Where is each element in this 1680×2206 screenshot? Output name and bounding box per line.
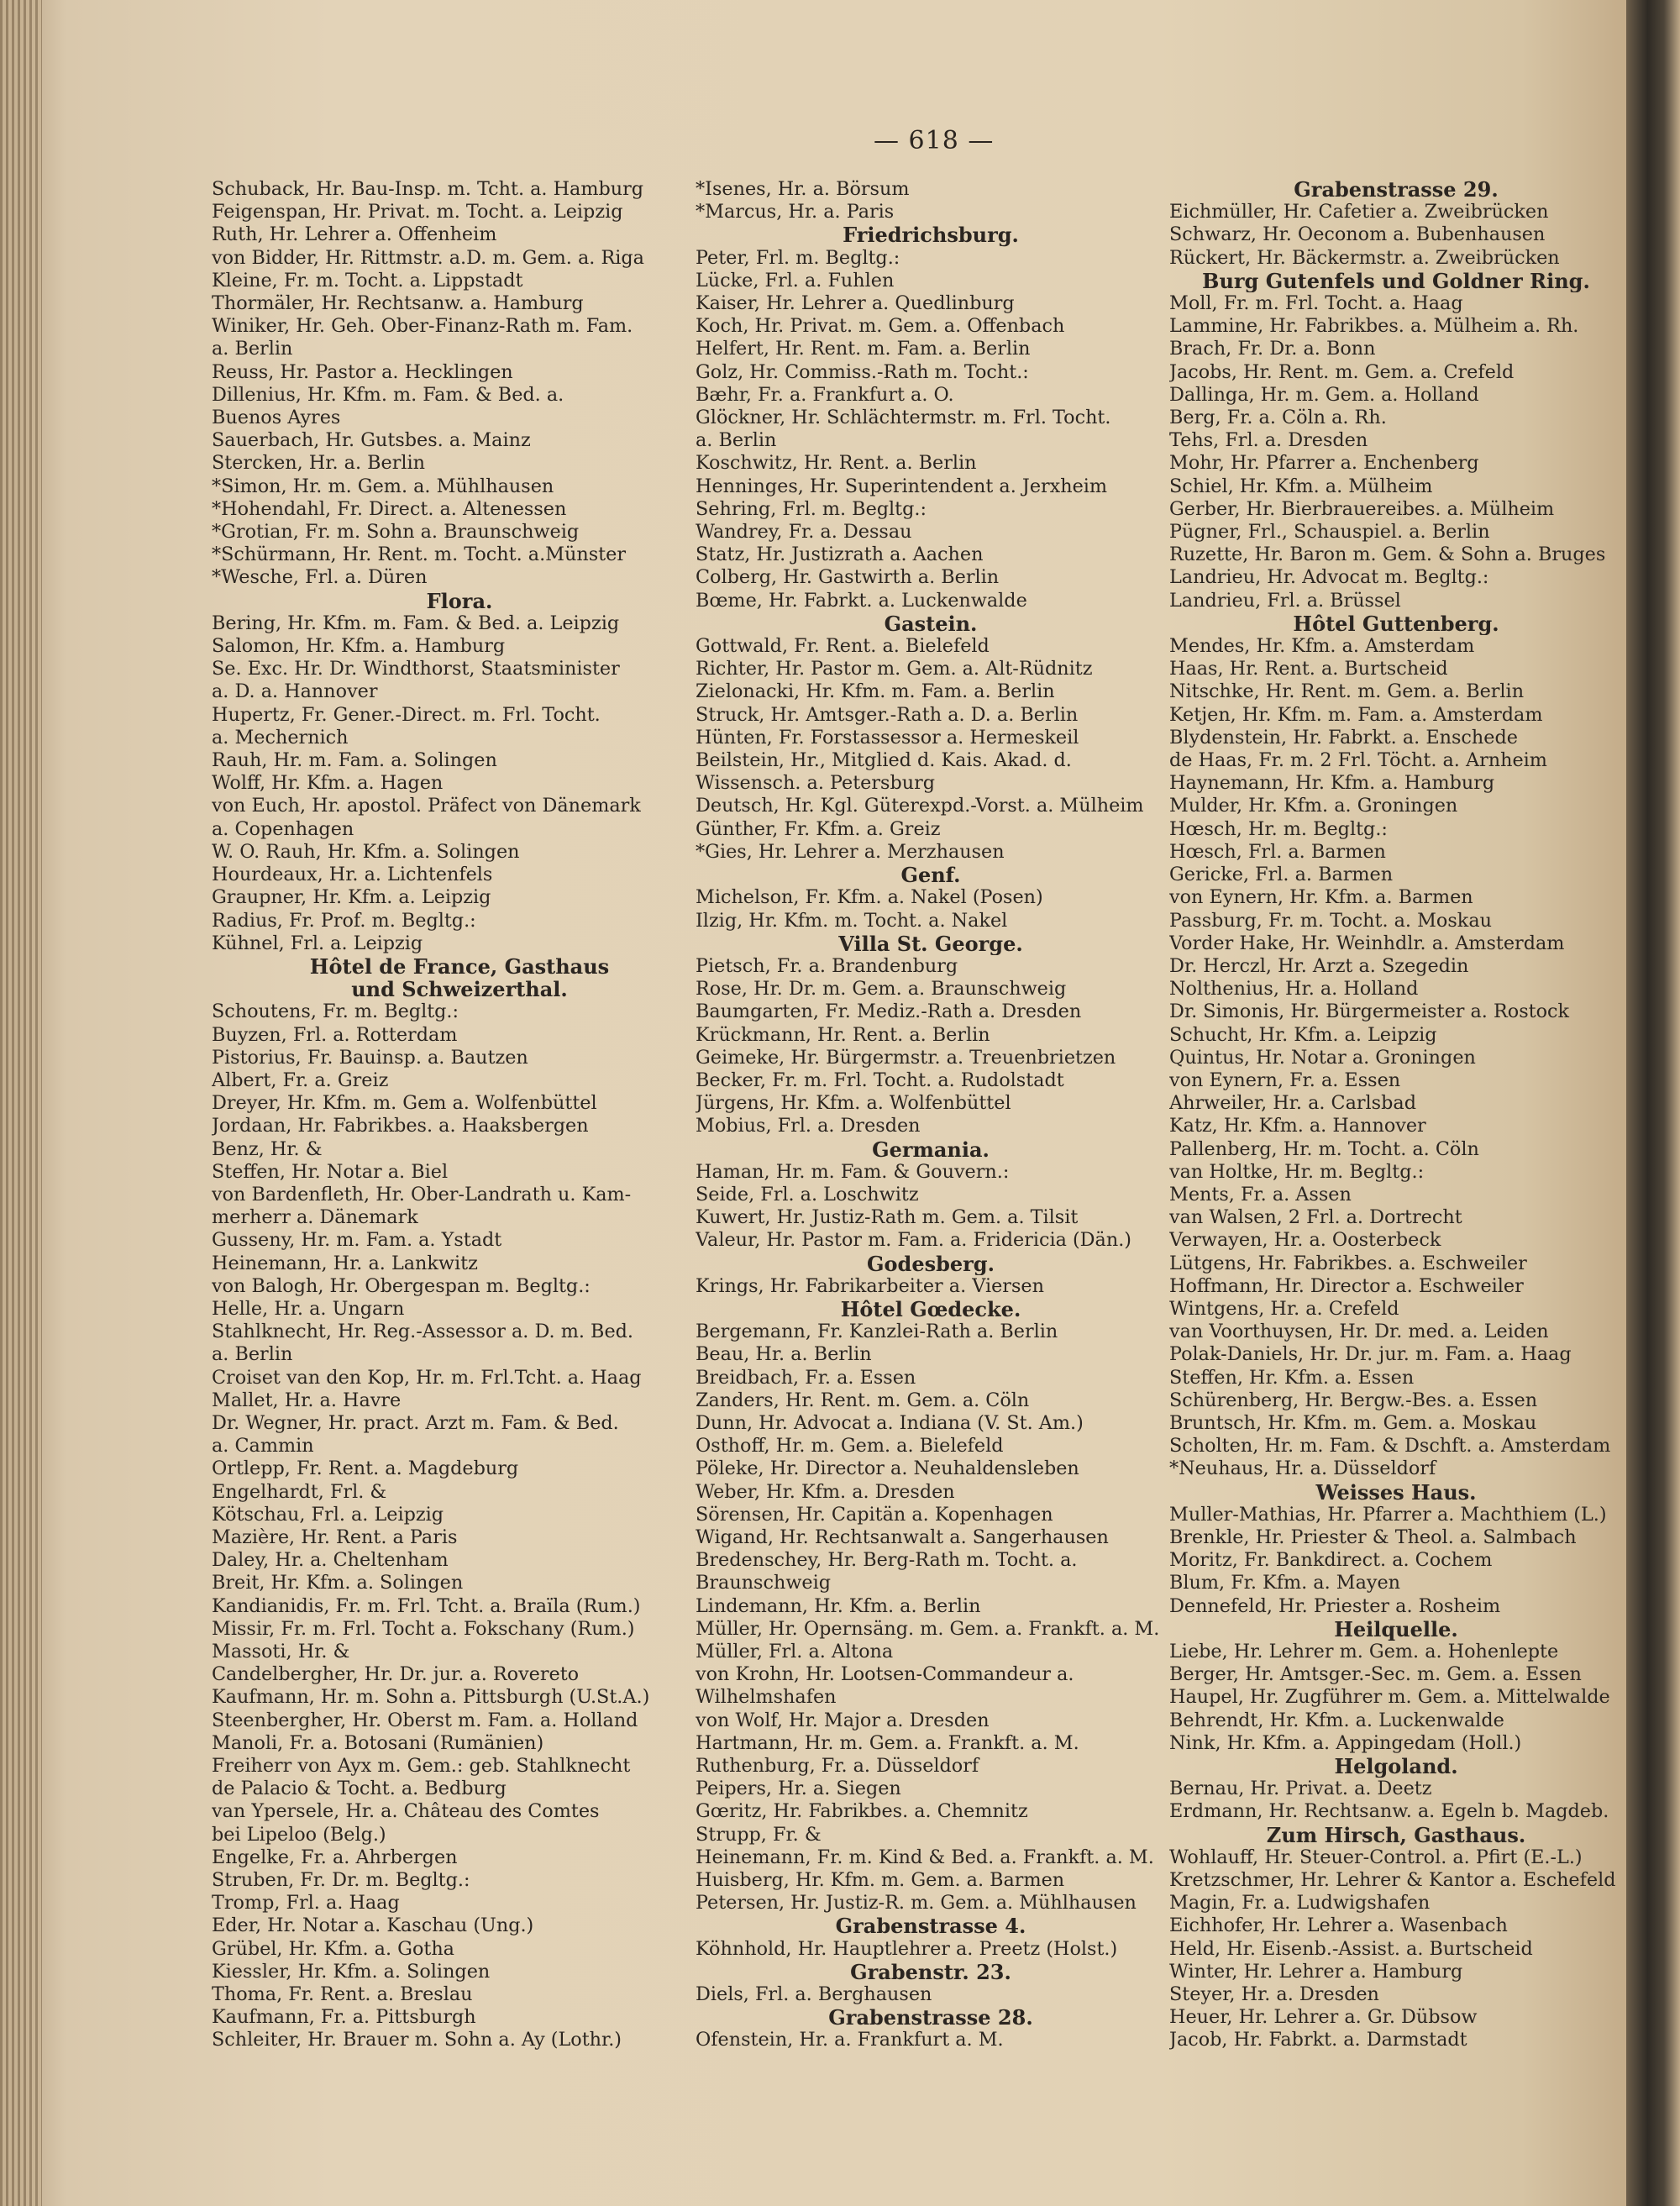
- book-gutter: [1626, 0, 1680, 2206]
- guest-entry: Landrieu, Frl. a. Brüssel: [1169, 589, 1401, 612]
- guest-entry: Grübel, Hr. Kfm. a. Gotha: [212, 1937, 454, 1960]
- guest-entry: Hœsch, Hr. m. Begltg.:: [1169, 817, 1388, 840]
- guest-entry: Dunn, Hr. Advocat a. Indiana (V. St. Am.): [696, 1411, 1084, 1434]
- guest-entry: Hœsch, Frl. a. Barmen: [1169, 840, 1386, 863]
- guest-entry: Massoti, Hr. &: [212, 1641, 350, 1662]
- hotel-heading: Friedrichsburg.: [843, 223, 1019, 247]
- guest-entry: Stercken, Hr. a. Berlin: [212, 452, 425, 475]
- guest-entry: Steyer, Hr. a. Dresden: [1169, 1983, 1379, 2006]
- guest-entry: Strupp, Fr. &: [696, 1823, 822, 1846]
- guest-entry: Braunschweig: [696, 1572, 832, 1594]
- guest-entry: Thormäler, Hr. Rechtsanw. a. Hamburg: [212, 292, 584, 315]
- guest-entry: Dillenius, Hr. Kfm. m. Fam. & Bed. a.: [212, 383, 564, 406]
- guest-entry: Engelhardt, Frl. &: [212, 1480, 387, 1503]
- guest-entry: Ruthenburg, Fr. a. Düsseldorf: [696, 1755, 979, 1778]
- guest-entry: Müller, Frl. a. Altona: [696, 1641, 894, 1662]
- guest-entry: Blum, Fr. Kfm. a. Mayen: [1169, 1572, 1401, 1594]
- guest-entry: von Eynern, Fr. a. Essen: [1169, 1069, 1401, 1091]
- guest-entry: Ruzette, Hr. Baron m. Gem. & Sohn a. Bruges: [1169, 544, 1606, 566]
- hotel-heading: Heilquelle.: [1334, 1617, 1458, 1641]
- guest-entry: Wissensch. a. Petersburg: [696, 772, 936, 795]
- guest-entry: von Bidder, Hr. Rittmstr. a.D. m. Gem. a. Riga: [212, 246, 644, 269]
- guest-entry: Köhnhold, Hr. Hauptlehrer a. Preetz (Holst.): [696, 1937, 1118, 1960]
- guest-entry: Muller-Mathias, Hr. Pfarrer a. Machthiem (L.): [1169, 1503, 1607, 1526]
- hotel-heading: Hôtel de France, Gasthaus: [309, 954, 610, 979]
- guest-entry: Sörensen, Hr. Capitän a. Kopenhagen: [696, 1503, 1053, 1526]
- guest-entry: a. Berlin: [696, 429, 777, 452]
- guest-entry: Scholten, Hr. m. Fam. & Dschft. a. Amsterdam: [1169, 1435, 1611, 1458]
- guest-entry: Lindemann, Hr. Kfm. a. Berlin: [696, 1594, 981, 1617]
- guest-entry: Schoutens, Fr. m. Begltg.:: [212, 1001, 459, 1023]
- guest-entry: Gœritz, Hr. Fabrikbes. a. Chemnitz: [696, 1800, 1028, 1823]
- guest-entry: Heinemann, Hr. a. Lankwitz: [212, 1252, 478, 1274]
- guest-entry: Golz, Hr. Commiss.-Rath m. Tocht.:: [696, 360, 1029, 383]
- guest-entry: Rauh, Hr. m. Fam. a. Solingen: [212, 749, 497, 772]
- guest-entry: Dreyer, Hr. Kfm. m. Gem a. Wolfenbüttel: [212, 1092, 597, 1115]
- guest-entry: Kühnel, Frl. a. Leipzig: [212, 932, 423, 954]
- guest-entry: Katz, Hr. Kfm. a. Hannover: [1169, 1115, 1426, 1137]
- guest-entry: Ruth, Hr. Lehrer a. Offenheim: [212, 223, 497, 246]
- guest-entry: Bering, Hr. Kfm. m. Fam. & Bed. a. Leipzig: [212, 612, 620, 634]
- guest-entry: Tromp, Frl. a. Haag: [212, 1892, 400, 1914]
- guest-entry: Richter, Hr. Pastor m. Gem. a. Alt-Rüdnitz: [696, 658, 1093, 680]
- guest-entry: Heinemann, Fr. m. Kind & Bed. a. Frankft. a. M.: [696, 1846, 1154, 1868]
- guest-entry: Schürenberg, Hr. Bergw.-Bes. a. Essen: [1169, 1389, 1538, 1411]
- guest-entry: Freiherr von Ayx m. Gem.: geb. Stahlknecht: [212, 1755, 631, 1778]
- guest-entry: Wilhelmshafen: [696, 1686, 837, 1709]
- guest-entry: Brach, Fr. Dr. a. Bonn: [1169, 338, 1376, 360]
- guest-entry: Haupel, Hr. Zugführer m. Gem. a. Mittelwalde: [1169, 1686, 1610, 1709]
- page-edge-stack: [0, 0, 42, 2206]
- guest-entry: Polak-Daniels, Hr. Dr. jur. m. Fam. a. Haag: [1169, 1343, 1572, 1366]
- guest-entry: Peter, Frl. m. Begltg.:: [696, 246, 900, 269]
- guest-entry: Nitschke, Hr. Rent. m. Gem. a. Berlin: [1169, 680, 1525, 703]
- guest-entry: bei Lipeloo (Belg.): [212, 1823, 386, 1846]
- guest-entry: van Voorthuysen, Hr. Dr. med. a. Leiden: [1169, 1321, 1549, 1343]
- guest-entry: *Wesche, Frl. a. Düren: [212, 566, 428, 589]
- guest-entry: Brenkle, Hr. Priester & Theol. a. Salmbach: [1169, 1526, 1577, 1548]
- guest-entry: Verwayen, Hr. a. Oosterbeck: [1169, 1229, 1441, 1252]
- guest-entry: Schucht, Hr. Kfm. a. Leipzig: [1169, 1023, 1437, 1046]
- guest-entry: von Balogh, Hr. Obergespan m. Begltg.:: [212, 1274, 591, 1297]
- hotel-heading: Hôtel Guttenberg.: [1293, 612, 1499, 636]
- guest-entry: von Euch, Hr. apostol. Präfect von Dänemark: [212, 795, 641, 817]
- guest-list-column-3: [1169, 178, 1623, 2052]
- guest-entry: Ofenstein, Hr. a. Frankfurt a. M.: [696, 2029, 1004, 2051]
- guest-entry: Daley, Hr. a. Cheltenham: [212, 1549, 449, 1572]
- guest-entry: Eichhofer, Hr. Lehrer a. Wasenbach: [1169, 1914, 1508, 1937]
- guest-entry: Diels, Frl. a. Berghausen: [696, 1983, 932, 2006]
- guest-entry: a. Copenhagen: [212, 817, 354, 840]
- guest-entry: *Simon, Hr. m. Gem. a. Mühlhausen: [212, 475, 554, 497]
- guest-entry: Sehring, Frl. m. Begltg.:: [696, 497, 927, 520]
- guest-entry: Moll, Fr. m. Frl. Tocht. a. Haag: [1169, 292, 1463, 315]
- guest-entry: Glöckner, Hr. Schlächtermstr. m. Frl. Tocht.: [696, 407, 1111, 429]
- guest-entry: Tehs, Frl. a. Dresden: [1169, 429, 1368, 452]
- guest-entry: *Hohendahl, Fr. Direct. a. Altenessen: [212, 497, 567, 520]
- guest-entry: Struck, Hr. Amtsger.-Rath a. D. a. Berlin: [696, 703, 1079, 726]
- guest-entry: Jacob, Hr. Fabrkt. a. Darmstadt: [1169, 2029, 1467, 2051]
- guest-entry: Lücke, Frl. a. Fuhlen: [696, 269, 895, 292]
- guest-entry: merherr a. Dänemark: [212, 1206, 418, 1229]
- guest-entry: Passburg, Fr. m. Tocht. a. Moskau: [1169, 909, 1492, 932]
- guest-entry: Gusseny, Hr. m. Fam. a. Ystadt: [212, 1229, 502, 1252]
- guest-entry: Mohr, Hr. Pfarrer a. Enchenberg: [1169, 452, 1479, 475]
- guest-list-column-2: [696, 178, 1166, 2052]
- guest-entry: Wigand, Hr. Rechtsanwalt a. Sangerhausen: [696, 1526, 1109, 1548]
- hotel-heading: Grabenstr. 23.: [850, 1960, 1011, 1984]
- guest-entry: Pöleke, Hr. Director a. Neuhaldensleben: [696, 1458, 1079, 1480]
- guest-entry: Dallinga, Hr. m. Gem. a. Holland: [1169, 383, 1479, 406]
- guest-entry: Radius, Fr. Prof. m. Begltg.:: [212, 909, 476, 932]
- guest-entry: Wolff, Hr. Kfm. a. Hagen: [212, 772, 444, 795]
- hotel-heading: Gastein.: [884, 612, 978, 636]
- guest-entry: Manoli, Fr. a. Botosani (Rumänien): [212, 1731, 544, 1754]
- guest-entry: Haas, Hr. Rent. a. Burtscheid: [1169, 658, 1448, 680]
- guest-entry: Weber, Hr. Kfm. a. Dresden: [696, 1480, 955, 1503]
- guest-entry: Rose, Hr. Dr. m. Gem. a. Braunschweig: [696, 978, 1067, 1001]
- guest-entry: Michelson, Fr. Kfm. a. Nakel (Posen): [696, 886, 1043, 909]
- guest-entry: Buenos Ayres: [212, 407, 341, 429]
- guest-entry: Dr. Simonis, Hr. Bürgermeister a. Rostock: [1169, 1001, 1570, 1023]
- guest-entry: Seide, Frl. a. Loschwitz: [696, 1183, 919, 1205]
- guest-entry: Koschwitz, Hr. Rent. a. Berlin: [696, 452, 977, 475]
- guest-entry: Lütgens, Hr. Fabrikbes. a. Eschweiler: [1169, 1252, 1527, 1274]
- guest-entry: von Wolf, Hr. Major a. Dresden: [696, 1709, 990, 1731]
- guest-entry: Jordaan, Hr. Fabrikbes. a. Haaksbergen: [212, 1115, 589, 1137]
- guest-entry: Wohlauff, Hr. Steuer-Control. a. Pfirt (E.-L.): [1169, 1846, 1583, 1868]
- guest-entry: Kaufmann, Hr. m. Sohn a. Pittsburgh (U.St.A.): [212, 1686, 650, 1709]
- guest-entry: Statz, Hr. Justizrath a. Aachen: [696, 544, 984, 566]
- guest-entry: Bruntsch, Hr. Kfm. m. Gem. a. Moskau: [1169, 1411, 1537, 1434]
- guest-entry: Vorder Hake, Hr. Weinhdlr. a. Amsterdam: [1169, 932, 1565, 954]
- guest-entry: Ortlepp, Fr. Rent. a. Magdeburg: [212, 1458, 519, 1480]
- guest-entry: Müller, Hr. Opernsäng. m. Gem. a. Frankft. a. M.: [696, 1617, 1160, 1640]
- guest-entry: Dr. Herczl, Hr. Arzt a. Szegedin: [1169, 954, 1469, 977]
- guest-entry: Bredenschey, Hr. Berg-Rath m. Tocht. a.: [696, 1549, 1078, 1572]
- hotel-heading: Burg Gutenfels und Goldner Ring.: [1202, 269, 1590, 293]
- guest-entry: a. D. a. Hannover: [212, 680, 378, 703]
- guest-entry: Nink, Hr. Kfm. a. Appingedam (Holl.): [1169, 1731, 1522, 1754]
- guest-entry: Landrieu, Hr. Advocat m. Begltg.:: [1169, 566, 1489, 589]
- guest-entry: Salomon, Hr. Kfm. a. Hamburg: [212, 635, 506, 658]
- guest-entry: Hoffmann, Hr. Director a. Eschweiler: [1169, 1274, 1524, 1297]
- guest-entry: van Walsen, 2 Frl. a. Dortrecht: [1169, 1206, 1462, 1229]
- guest-entry: Sauerbach, Hr. Gutsbes. a. Mainz: [212, 429, 531, 452]
- guest-entry: Gericke, Frl. a. Barmen: [1169, 864, 1394, 886]
- guest-entry: Huisberg, Hr. Kfm. m. Gem. a. Barmen: [696, 1869, 1065, 1892]
- guest-entry: Eder, Hr. Notar a. Kaschau (Ung.): [212, 1914, 534, 1937]
- guest-entry: de Palacio & Tocht. a. Bedburg: [212, 1778, 507, 1800]
- guest-entry: Mazière, Hr. Rent. a Paris: [212, 1526, 458, 1548]
- guest-entry: Helfert, Hr. Rent. m. Fam. a. Berlin: [696, 338, 1031, 360]
- guest-entry: Heuer, Hr. Lehrer a. Gr. Dübsow: [1169, 2006, 1478, 2029]
- guest-entry: Kiessler, Hr. Kfm. a. Solingen: [212, 1960, 491, 1983]
- guest-entry: Beau, Hr. a. Berlin: [696, 1343, 872, 1366]
- guest-entry: von Eynern, Hr. Kfm. a. Barmen: [1169, 886, 1473, 909]
- guest-entry: Baumgarten, Fr. Mediz.-Rath a. Dresden: [696, 1001, 1082, 1023]
- guest-entry: Lammine, Hr. Fabrikbes. a. Mülheim a. Rh.: [1169, 315, 1579, 338]
- guest-entry: Beilstein, Hr., Mitglied d. Kais. Akad. d.: [696, 749, 1072, 772]
- guest-entry: Kaufmann, Fr. a. Pittsburgh: [212, 2006, 476, 2029]
- hotel-heading: Germania.: [872, 1137, 990, 1161]
- guest-entry: Kaiser, Hr. Lehrer a. Quedlinburg: [696, 292, 1015, 315]
- guest-entry: Helle, Hr. a. Ungarn: [212, 1297, 405, 1320]
- guest-entry: Mobius, Frl. a. Dresden: [696, 1115, 921, 1137]
- guest-entry: Gerber, Hr. Bierbrauereibes. a. Mülheim: [1169, 497, 1555, 520]
- guest-entry: Feigenspan, Hr. Privat. m. Tocht. a. Leipzig: [212, 201, 623, 223]
- guest-entry: Struben, Fr. Dr. m. Begltg.:: [212, 1869, 470, 1892]
- guest-entry: Kötschau, Frl. a. Leipzig: [212, 1503, 444, 1526]
- guest-entry: Petersen, Hr. Justiz-R. m. Gem. a. Mühlhausen: [696, 1892, 1137, 1914]
- guest-entry: Hourdeaux, Hr. a. Lichtenfels: [212, 864, 493, 886]
- guest-entry: Candelbergher, Hr. Dr. jur. a. Rovereto: [212, 1663, 580, 1686]
- guest-entry: Mendes, Hr. Kfm. a. Amsterdam: [1169, 635, 1475, 658]
- hotel-heading: Flora.: [426, 589, 493, 612]
- guest-entry: Geimeke, Hr. Bürgermstr. a. Treuenbrietzen: [696, 1046, 1116, 1069]
- guest-entry: Rückert, Hr. Bäckermstr. a. Zweibrücken: [1169, 246, 1560, 269]
- guest-entry: Hartmann, Hr. m. Gem. a. Frankft. a. M.: [696, 1731, 1079, 1754]
- hotel-heading: Grabenstrasse 28.: [828, 2006, 1033, 2030]
- guest-entry: Bernau, Hr. Privat. a. Deetz: [1169, 1778, 1432, 1800]
- guest-entry: Kretzschmer, Hr. Lehrer & Kantor a. Eschefeld: [1169, 1869, 1616, 1892]
- guest-entry: Pallenberg, Hr. m. Tocht. a. Cöln: [1169, 1137, 1479, 1160]
- guest-entry: Ments, Fr. a. Assen: [1169, 1183, 1352, 1205]
- guest-entry: van Holtke, Hr. m. Begltg.:: [1169, 1160, 1425, 1183]
- guest-entry: Eichmüller, Hr. Cafetier a. Zweibrücken: [1169, 201, 1549, 223]
- guest-entry: Henninges, Hr. Superintendent a. Jerxheim: [696, 475, 1108, 497]
- guest-entry: Krings, Hr. Fabrikarbeiter a. Viersen: [696, 1274, 1044, 1297]
- guest-entry: Zanders, Hr. Rent. m. Gem. a. Cöln: [696, 1389, 1030, 1411]
- guest-entry: Winiker, Hr. Geh. Ober-Finanz-Rath m. Fam.: [212, 315, 633, 338]
- hotel-heading: Genf.: [900, 864, 961, 887]
- guest-entry: Stahlknecht, Hr. Reg.-Assessor a. D. m. Bed.: [212, 1321, 633, 1343]
- hotel-heading: Grabenstrasse 29.: [1294, 178, 1499, 202]
- guest-entry: Kuwert, Hr. Justiz-Rath m. Gem. a. Tilsit: [696, 1206, 1079, 1229]
- guest-entry: *Gies, Hr. Lehrer a. Merzhausen: [696, 840, 1005, 863]
- guest-entry: W. O. Rauh, Hr. Kfm. a. Solingen: [212, 840, 520, 863]
- guest-entry: Benz, Hr. &: [212, 1137, 323, 1160]
- guest-entry: Steenbergher, Hr. Oberst m. Fam. a. Holland: [212, 1709, 638, 1731]
- guest-entry: Steffen, Hr. Notar a. Biel: [212, 1160, 449, 1183]
- guest-entry: Moritz, Fr. Bankdirect. a. Cochem: [1169, 1549, 1493, 1572]
- guest-entry: Wintgens, Hr. a. Crefeld: [1169, 1297, 1399, 1320]
- guest-entry: Becker, Fr. m. Frl. Tocht. a. Rudolstadt: [696, 1069, 1064, 1091]
- guest-entry: Graupner, Hr. Kfm. a. Leipzig: [212, 886, 491, 909]
- guest-entry: Mulder, Hr. Kfm. a. Groningen: [1169, 795, 1458, 817]
- guest-entry: Winter, Hr. Lehrer a. Hamburg: [1169, 1960, 1463, 1983]
- guest-entry: Schiel, Hr. Kfm. a. Mülheim: [1169, 475, 1433, 497]
- guest-entry: Colberg, Hr. Gastwirth a. Berlin: [696, 566, 1000, 589]
- guest-entry: Magin, Fr. a. Ludwigshafen: [1169, 1892, 1431, 1914]
- guest-entry: Liebe, Hr. Lehrer m. Gem. a. Hohenlepte: [1169, 1641, 1559, 1662]
- guest-entry: Pietsch, Fr. a. Brandenburg: [696, 954, 958, 977]
- guest-entry: a. Cammin: [212, 1435, 314, 1458]
- guest-entry: Bœme, Hr. Fabrkt. a. Luckenwalde: [696, 589, 1027, 612]
- guest-entry: Schleiter, Hr. Brauer m. Sohn a. Ay (Lothr.): [212, 2029, 622, 2051]
- hotel-heading: Helgoland.: [1334, 1755, 1458, 1778]
- guest-entry: Günther, Fr. Kfm. a. Greiz: [696, 817, 941, 840]
- guest-entry: Hupertz, Fr. Gener.-Direct. m. Frl. Tocht.: [212, 703, 601, 726]
- guest-list-column-1: [212, 178, 707, 2052]
- guest-entry: Nolthenius, Hr. a. Holland: [1169, 978, 1419, 1001]
- hotel-heading: Weisses Haus.: [1315, 1480, 1477, 1504]
- guest-entry: de Haas, Fr. m. 2 Frl. Töcht. a. Arnheim: [1169, 749, 1547, 772]
- guest-entry: a. Berlin: [212, 1343, 293, 1366]
- guest-entry: Ilzig, Hr. Kfm. m. Tocht. a. Nakel: [696, 909, 1008, 932]
- guest-entry: Engelke, Fr. a. Ahrbergen: [212, 1846, 458, 1868]
- guest-entry: Breit, Hr. Kfm. a. Solingen: [212, 1572, 464, 1594]
- guest-entry: Held, Hr. Eisenb.-Assist. a. Burtscheid: [1169, 1937, 1533, 1960]
- guest-entry: Breidbach, Fr. a. Essen: [696, 1366, 916, 1389]
- guest-entry: Croiset van den Kop, Hr. m. Frl.Tcht. a. Haag: [212, 1366, 642, 1389]
- guest-entry: Berg, Fr. a. Cöln a. Rh.: [1169, 407, 1387, 429]
- guest-entry: Krückmann, Hr. Rent. a. Berlin: [696, 1023, 990, 1046]
- hotel-heading: Hôtel Gœdecke.: [840, 1297, 1021, 1321]
- guest-entry: Blydenstein, Hr. Fabrkt. a. Enschede: [1169, 726, 1518, 748]
- guest-entry: *Isenes, Hr. a. Börsum: [696, 178, 910, 200]
- guest-entry: von Krohn, Hr. Lootsen-Commandeur a.: [696, 1663, 1074, 1686]
- guest-entry: Dr. Wegner, Hr. pract. Arzt m. Fam. & Bed.: [212, 1411, 619, 1434]
- guest-entry: Steffen, Hr. Kfm. a. Essen: [1169, 1366, 1415, 1389]
- guest-entry: Kandianidis, Fr. m. Frl. Tcht. a. Braïla (Rum.): [212, 1594, 641, 1617]
- guest-entry: Erdmann, Hr. Rechtsanw. a. Egeln b. Magdeb.: [1169, 1800, 1609, 1823]
- guest-entry: Gottwald, Fr. Rent. a. Bielefeld: [696, 635, 990, 658]
- guest-entry: Osthoff, Hr. m. Gem. a. Bielefeld: [696, 1435, 1004, 1458]
- guest-entry: Haynemann, Hr. Kfm. a. Hamburg: [1169, 772, 1495, 795]
- guest-entry: Thoma, Fr. Rent. a. Breslau: [212, 1983, 473, 2006]
- guest-entry: Jürgens, Hr. Kfm. a. Wolfenbüttel: [696, 1092, 1011, 1115]
- guest-entry: Se. Exc. Hr. Dr. Windthorst, Staatsminister: [212, 658, 620, 680]
- guest-entry: a. Mechernich: [212, 726, 349, 748]
- guest-entry: *Grotian, Fr. m. Sohn a. Braunschweig: [212, 521, 580, 544]
- guest-entry: *Marcus, Hr. a. Paris: [696, 201, 895, 223]
- hotel-heading: und Schweizerthal.: [351, 978, 568, 1001]
- guest-entry: Kleine, Fr. m. Tocht. a. Lippstadt: [212, 269, 523, 292]
- guest-entry: Haman, Hr. m. Fam. & Gouvern.:: [696, 1160, 1010, 1183]
- hotel-heading: Villa St. George.: [838, 932, 1023, 955]
- guest-entry: von Bardenfleth, Hr. Ober-Landrath u. Kam-: [212, 1183, 632, 1205]
- guest-entry: Ahrweiler, Hr. a. Carlsbad: [1169, 1092, 1416, 1115]
- guest-entry: Peipers, Hr. a. Siegen: [696, 1778, 901, 1800]
- guest-entry: Bæhr, Fr. a. Frankfurt a. O.: [696, 383, 954, 406]
- hotel-heading: Zum Hirsch, Gasthaus.: [1266, 1823, 1526, 1846]
- guest-entry: Quintus, Hr. Notar a. Groningen: [1169, 1046, 1476, 1069]
- guest-entry: a. Berlin: [212, 338, 293, 360]
- guest-entry: *Schürmann, Hr. Rent. m. Tocht. a.Münster: [212, 544, 626, 566]
- guest-entry: Deutsch, Hr. Kgl. Güterexpd.-Vorst. a. Mülheim: [696, 795, 1144, 817]
- guest-entry: Wandrey, Fr. a. Dessau: [696, 521, 912, 544]
- guest-entry: Behrendt, Hr. Kfm. a. Luckenwalde: [1169, 1709, 1504, 1731]
- guest-entry: Albert, Fr. a. Greiz: [212, 1069, 389, 1091]
- guest-entry: Missir, Fr. m. Frl. Tocht a. Fokschany (Rum.): [212, 1617, 635, 1640]
- guest-entry: Zielonacki, Hr. Kfm. m. Fam. a. Berlin: [696, 680, 1055, 703]
- guest-entry: Schuback, Hr. Bau-Insp. m. Tcht. a. Hamburg: [212, 178, 644, 200]
- guest-entry: Bergemann, Fr. Kanzlei-Rath a. Berlin: [696, 1321, 1058, 1343]
- hotel-heading: Godesberg.: [867, 1252, 995, 1275]
- guest-entry: Buyzen, Frl. a. Rotterdam: [212, 1023, 458, 1046]
- guest-entry: Pistorius, Fr. Bauinsp. a. Bautzen: [212, 1046, 528, 1069]
- guest-entry: Ketjen, Hr. Kfm. m. Fam. a. Amsterdam: [1169, 703, 1543, 726]
- guest-entry: Schwarz, Hr. Oeconom a. Bubenhausen: [1169, 223, 1546, 246]
- guest-entry: Jacobs, Hr. Rent. m. Gem. a. Crefeld: [1169, 360, 1515, 383]
- guest-entry: Valeur, Hr. Pastor m. Fam. a. Fridericia (Dän.): [696, 1229, 1132, 1252]
- guest-entry: Dennefeld, Hr. Priester a. Rosheim: [1169, 1594, 1501, 1617]
- guest-entry: *Neuhaus, Hr. a. Düsseldorf: [1169, 1458, 1436, 1480]
- guest-entry: Pügner, Frl., Schauspiel. a. Berlin: [1169, 521, 1490, 544]
- guest-entry: Mallet, Hr. a. Havre: [212, 1389, 402, 1411]
- page-number: — 618 —: [874, 126, 995, 155]
- guest-entry: Berger, Hr. Amtsger.-Sec. m. Gem. a. Essen: [1169, 1663, 1582, 1686]
- guest-entry: Hünten, Fr. Forstassessor a. Hermeskeil: [696, 726, 1079, 748]
- guest-entry: van Ypersele, Hr. a. Château des Comtes: [212, 1800, 600, 1823]
- hotel-heading: Grabenstrasse 4.: [835, 1914, 1026, 1938]
- guest-entry: Reuss, Hr. Pastor a. Hecklingen: [212, 360, 513, 383]
- guest-entry: Koch, Hr. Privat. m. Gem. a. Offenbach: [696, 315, 1065, 338]
